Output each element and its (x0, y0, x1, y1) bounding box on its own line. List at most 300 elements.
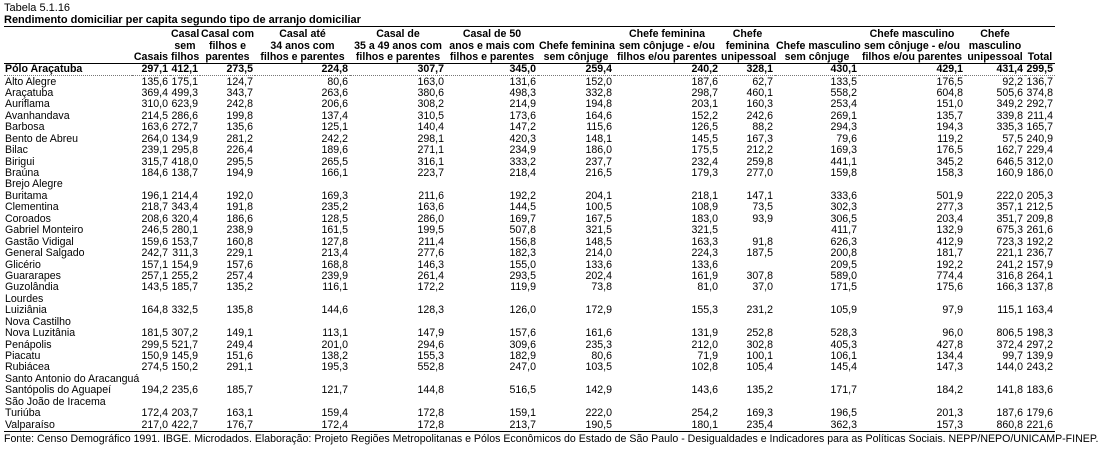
value-cell: 299,5 (1026, 63, 1053, 76)
value-cell: 226,4 (226, 144, 253, 157)
header-cell: Chefe feminina unipessoal (721, 28, 777, 63)
value-cell: 145,5 (691, 132, 718, 145)
value-cell: 176,5 (936, 144, 963, 157)
municipality-name: Santo Antonio do Aracanguá (5, 372, 140, 385)
value-cell: 216,5 (585, 167, 612, 180)
header-cell: Chefe feminina sem cônjuge - e/ou filhos e/ou parentes (616, 28, 718, 63)
value-cell: 201,0 (321, 338, 348, 351)
value-cell: 311,3 (172, 247, 198, 260)
value-cell: 192,2 (509, 189, 536, 202)
value-cell: 164,8 (141, 304, 168, 317)
value-cell: 187,5 (746, 247, 773, 260)
value-cell: 115,1 (997, 304, 1023, 317)
value-cell: 412,1 (171, 63, 198, 76)
value-cell: 156,8 (509, 235, 536, 248)
table-row (4, 328, 1055, 339)
value-cell: 179,3 (691, 167, 718, 180)
value-cell: 212,2 (746, 144, 773, 157)
header-cell: Chefe masculino sem cônjuge (776, 39, 861, 63)
value-cell: 198,3 (1026, 327, 1053, 340)
municipality-name: Gabriel Monteiro (5, 224, 84, 237)
value-cell: 286,6 (171, 109, 198, 122)
value-cell: 151,6 (226, 350, 253, 363)
value-cell: 441,1 (830, 155, 857, 168)
value-cell: 221,6 (1026, 418, 1053, 431)
value-cell: 254,2 (691, 407, 718, 420)
value-cell: 158,3 (936, 167, 963, 180)
value-cell: 460,1 (746, 86, 773, 99)
value-cell: 558,2 (830, 86, 857, 99)
value-cell: 191,8 (226, 201, 253, 214)
value-cell: 369,4 (141, 86, 168, 99)
value-cell: 183,0 (691, 212, 718, 225)
value-cell: 235,2 (321, 201, 348, 214)
value-cell: 309,6 (509, 338, 536, 351)
value-cell: 306,5 (830, 212, 857, 225)
table-header (4, 27, 1055, 64)
value-cell: 157,6 (226, 258, 253, 271)
value-cell: 91,8 (752, 235, 773, 248)
value-cell: 345,0 (446, 64, 538, 76)
value-cell: 176,7 (200, 420, 255, 432)
value-cell: 140,4 (417, 121, 444, 134)
value-cell: 295,5 (226, 155, 253, 168)
value-cell: 179,6 (1026, 407, 1053, 420)
value-cell: 144,8 (417, 384, 444, 397)
value-cell: 166,1 (321, 167, 348, 180)
value-cell: 222,0 (996, 189, 1023, 202)
table-row (4, 168, 1055, 179)
value-cell: 100,1 (746, 350, 773, 363)
value-cell: 159,6 (141, 235, 168, 248)
value-cell: 92,2 (1002, 75, 1023, 88)
table-row (4, 362, 1055, 373)
value-cell: 163,3 (691, 235, 718, 248)
value-cell: 243,2 (1026, 361, 1053, 374)
value-cell: 148,5 (585, 235, 612, 248)
table-label: Tabela 5.1.16 (4, 2, 71, 14)
value-cell: 418,0 (171, 155, 198, 168)
value-cell: 217,0 (132, 420, 170, 432)
value-cell: 175,1 (171, 75, 198, 88)
value-cell: 128,3 (417, 304, 444, 317)
table-body (4, 64, 1055, 432)
value-cell: 167,3 (746, 132, 773, 145)
value-cell: 97,9 (942, 304, 963, 317)
value-cell: 124,7 (226, 75, 253, 88)
value-cell: 81,0 (697, 281, 718, 294)
value-cell: 157,6 (509, 327, 536, 340)
value-cell: 211,4 (1027, 109, 1053, 122)
value-cell: 93,9 (752, 212, 773, 225)
value-cell: 213,4 (321, 247, 348, 260)
value-cell: 240,2 (614, 64, 720, 76)
value-cell: 164,6 (585, 109, 612, 122)
value-cell: 79,6 (836, 132, 857, 145)
value-cell: 335,3 (996, 121, 1023, 134)
value-cell: 253,4 (830, 98, 857, 111)
value-cell: 148,1 (585, 132, 612, 145)
municipality-name: Turiúba (5, 407, 41, 420)
value-cell: 192,0 (226, 189, 253, 202)
value-cell: 208,6 (141, 212, 168, 225)
value-cell: 96,0 (942, 327, 963, 340)
value-cell: 62,7 (752, 75, 773, 88)
value-cell: 163,6 (141, 121, 168, 134)
value-cell: 135,6 (141, 75, 168, 88)
value-cell: 264,1 (1026, 269, 1053, 282)
municipality-name: Coroados (5, 212, 51, 225)
value-cell: 294,3 (830, 121, 857, 134)
value-cell: 222,0 (585, 407, 612, 420)
value-cell: 298,7 (691, 86, 718, 99)
value-cell: 320,4 (171, 212, 198, 225)
value-cell: 339,8 (996, 109, 1023, 122)
value-cell: 261,4 (417, 269, 444, 282)
value-cell: 298,1 (417, 132, 444, 145)
value-cell: 147,3 (936, 361, 963, 374)
value-cell: 135,6 (226, 121, 253, 134)
value-cell: 172,8 (350, 420, 446, 432)
value-cell: 135,8 (226, 304, 253, 317)
value-cell: 144,0 (996, 361, 1023, 374)
value-cell: 163,6 (417, 201, 444, 214)
value-cell: 155,3 (417, 350, 444, 363)
value-cell: 299,5 (141, 338, 168, 351)
municipality-name: Pólo Araçatuba (4, 64, 132, 76)
value-cell: 372,4 (996, 338, 1023, 351)
value-cell: 163,4 (1026, 304, 1053, 317)
value-cell: 211,4 (418, 235, 444, 248)
value-cell: 291,1 (226, 361, 253, 374)
value-cell: 214,4 (171, 189, 198, 202)
value-cell: 242,2 (321, 132, 348, 145)
value-cell: 73,8 (591, 281, 612, 294)
value-cell: 181,5 (141, 327, 168, 340)
value-cell: 235,4 (720, 420, 775, 432)
value-cell: 272,7 (171, 121, 198, 134)
value-cell: 431,4 (965, 64, 1025, 76)
value-cell: 184,2 (936, 384, 963, 397)
value-cell: 155,3 (691, 304, 718, 317)
value-cell: 280,1 (171, 224, 198, 237)
value-cell: 137,4 (321, 109, 348, 122)
value-cell: 141,8 (996, 384, 1023, 397)
value-cell: 209,8 (1026, 212, 1053, 225)
document (4, 2, 1098, 445)
table-row (4, 282, 1055, 293)
value-cell: 196,5 (830, 407, 857, 420)
value-cell: 121,7 (321, 384, 348, 397)
value-cell: 181,7 (936, 247, 963, 260)
value-cell: 146,3 (417, 258, 444, 271)
value-cell: 172,9 (585, 304, 612, 317)
value-cell: 294,6 (417, 338, 444, 351)
value-cell: 429,1 (859, 64, 965, 76)
value-cell: 119,9 (510, 281, 536, 294)
value-cell: 218,4 (509, 167, 536, 180)
value-cell: 171,5 (830, 281, 857, 294)
value-cell: 234,9 (509, 144, 536, 157)
municipality-name: Guzolândia (5, 281, 59, 294)
value-cell: 195,3 (321, 361, 348, 374)
value-cell: 160,8 (226, 235, 253, 248)
value-cell: 333,2 (509, 155, 536, 168)
value-cell: 160,9 (996, 167, 1023, 180)
table-row (4, 305, 1055, 316)
value-cell: 147,2 (509, 121, 536, 134)
value-cell: 163,0 (417, 75, 444, 88)
value-cell: 171,7 (830, 384, 857, 397)
value-cell: 238,9 (226, 224, 253, 237)
value-cell: 292,7 (1026, 98, 1053, 111)
value-cell: 80,6 (591, 350, 612, 363)
value-cell: 212,0 (691, 338, 718, 351)
value-cell: 135,2 (746, 384, 773, 397)
value-cell: 499,3 (171, 86, 198, 99)
value-cell: 263,6 (321, 86, 348, 99)
value-cell: 159,4 (321, 407, 348, 420)
value-cell: 422,7 (171, 418, 198, 431)
value-cell: 200,8 (830, 247, 857, 260)
value-cell: 315,7 (141, 155, 168, 168)
value-cell: 190,5 (538, 420, 614, 432)
value-cell: 265,5 (321, 155, 348, 168)
value-cell: 229,1 (226, 247, 253, 260)
value-cell: 675,3 (996, 224, 1023, 237)
value-cell: 237,7 (585, 155, 612, 168)
value-cell: 152,0 (585, 75, 612, 88)
value-cell: 297,2 (1026, 338, 1053, 351)
value-cell: 521,7 (171, 338, 198, 351)
value-cell: 806,5 (996, 327, 1023, 340)
value-cell: 229,4 (1026, 144, 1053, 157)
value-cell: 161,6 (585, 327, 612, 340)
municipality-name: Braúna (5, 167, 40, 180)
value-cell: 73,5 (752, 201, 773, 214)
value-cell: 201,3 (936, 407, 963, 420)
municipality-name: Bento de Abreu (5, 132, 79, 145)
value-cell: 723,3 (996, 235, 1023, 248)
value-cell: 167,5 (585, 212, 612, 225)
table-title: Rendimento domiciliar per capita segundo tipo de arranjo domiciliar (4, 14, 361, 26)
value-cell: 349,2 (996, 98, 1023, 111)
value-cell: 131,9 (691, 327, 718, 340)
municipality-name: Buritama (5, 189, 48, 202)
value-cell: 269,1 (830, 109, 857, 122)
value-cell: 203,7 (171, 407, 198, 420)
value-cell: 165,7 (1026, 121, 1053, 134)
table-row (4, 145, 1055, 156)
value-cell: 307,8 (746, 269, 773, 282)
header-cell: Chefe masculino sem cônjuge - e/ou filhos e/ou parentes (861, 28, 963, 63)
value-cell: 154,9 (171, 258, 198, 271)
municipality-name: Auriflama (5, 98, 50, 111)
value-cell: 119,2 (937, 132, 963, 145)
value-cell: 302,8 (746, 338, 773, 351)
value-cell: 271,1 (417, 144, 444, 157)
value-cell: 169,3 (321, 189, 348, 202)
header-cell: Casal de 35 a 49 anos com filhos e parentes (354, 28, 442, 63)
value-cell: 235,6 (171, 384, 198, 397)
value-cell: 242,8 (226, 98, 253, 111)
value-cell: 162,7 (996, 144, 1023, 157)
value-cell: 133,5 (830, 75, 857, 88)
table-row (4, 64, 1055, 76)
table-row (4, 385, 1055, 396)
value-cell: 88,2 (752, 121, 773, 134)
value-cell: 332,8 (585, 86, 612, 99)
value-cell: 589,0 (830, 269, 857, 282)
value-cell: 145,4 (830, 361, 857, 374)
value-cell: 316,8 (996, 269, 1023, 282)
municipality-name: Alto Alegre (5, 75, 57, 88)
table-row (4, 408, 1055, 419)
value-cell: 205,3 (1026, 189, 1053, 202)
value-cell: 321,5 (691, 224, 718, 237)
value-cell: 247,0 (509, 361, 536, 374)
value-cell: 427,8 (936, 338, 963, 351)
value-cell: 257,4 (226, 269, 253, 282)
value-cell: 357,1 (996, 201, 1023, 214)
value-cell: 316,1 (417, 155, 444, 168)
value-cell: 172,2 (417, 281, 444, 294)
value-cell: 196,1 (141, 189, 168, 202)
value-cell: 149,1 (226, 327, 253, 340)
value-cell: 380,6 (417, 86, 444, 99)
value-cell: 604,8 (936, 86, 963, 99)
header-cell: Casal até 34 anos com filhos e parentes (260, 28, 345, 63)
data-table (4, 26, 1055, 432)
value-cell: 516,5 (509, 384, 536, 397)
municipality-name: Piacatu (5, 350, 41, 363)
municipality-name: Guararapes (5, 269, 61, 282)
value-cell: 143,6 (691, 384, 718, 397)
municipality-name: Gastão Vidigal (5, 235, 74, 248)
value-cell: 204,1 (585, 189, 612, 202)
value-cell: 246,5 (141, 224, 168, 237)
value-cell: 203,1 (691, 98, 718, 111)
value-cell: 240,9 (1026, 132, 1053, 145)
value-cell: 147,9 (417, 327, 444, 340)
value-cell: 507,8 (509, 224, 536, 237)
value-cell: 332,5 (171, 304, 198, 317)
value-cell: 412,9 (936, 235, 963, 248)
value-cell: 221,1 (996, 247, 1023, 260)
value-cell: 138,2 (321, 350, 348, 363)
value-cell: 153,7 (171, 235, 198, 248)
value-cell: 133,6 (585, 258, 612, 271)
value-cell: 186,0 (1026, 167, 1053, 180)
header-cell: Total (1027, 50, 1053, 63)
value-cell: 218,7 (141, 201, 168, 214)
value-cell: 189,6 (321, 144, 348, 157)
value-cell: 172,8 (417, 407, 444, 420)
value-cell: 302,3 (830, 201, 857, 214)
value-cell: 37,0 (752, 281, 773, 294)
value-cell: 194,2 (141, 384, 168, 397)
value-cell: 182,9 (509, 350, 536, 363)
municipality-name: Lourdes (5, 292, 44, 305)
value-cell: 646,5 (996, 155, 1023, 168)
value-cell: 430,1 (775, 64, 859, 76)
table-row (4, 122, 1055, 133)
value-cell: 257,1 (141, 269, 168, 282)
value-cell: 223,7 (417, 167, 444, 180)
value-cell: 126,0 (509, 304, 536, 317)
value-cell: 155,0 (509, 258, 536, 271)
value-cell: 273,5 (200, 64, 255, 76)
value-cell: 176,5 (936, 75, 963, 88)
value-cell: 231,2 (746, 304, 773, 317)
value-cell: 116,1 (322, 281, 348, 294)
value-cell: 310,5 (417, 109, 444, 122)
value-cell: 333,6 (830, 189, 857, 202)
table-row (4, 202, 1055, 213)
value-cell: 103,5 (585, 361, 612, 374)
value-cell: 277,6 (417, 247, 444, 260)
value-cell: 100,5 (585, 201, 612, 214)
value-cell: 185,7 (226, 384, 253, 397)
value-cell: 202,4 (585, 269, 612, 282)
header-cell: Casal sem filhos (171, 28, 200, 63)
value-cell: 343,4 (171, 201, 198, 214)
value-cell: 169,7 (509, 212, 536, 225)
value-cell: 199,8 (226, 109, 253, 122)
municipality-name: Araçatuba (5, 86, 54, 99)
value-cell: 194,9 (226, 167, 253, 180)
value-cell: 239,9 (321, 269, 348, 282)
value-cell: 192,2 (936, 258, 963, 271)
value-cell (720, 225, 775, 236)
value-cell: 106,1 (830, 350, 857, 363)
municipality-name: Avanhandava (5, 109, 70, 122)
municipality-name: Valparaíso (4, 420, 132, 432)
value-cell: 206,6 (321, 98, 348, 111)
value-cell: 105,4 (746, 361, 773, 374)
value-cell: 157,1 (141, 258, 168, 271)
value-cell: 194,3 (936, 121, 963, 134)
value-cell: 498,3 (509, 86, 536, 99)
value-cell: 135,2 (226, 281, 253, 294)
value-cell: 160,3 (746, 98, 773, 111)
value-cell: 113,1 (322, 327, 348, 340)
value-cell: 374,8 (1026, 86, 1053, 99)
value-cell: 80,6 (327, 75, 348, 88)
value-cell: 420,3 (509, 132, 536, 145)
value-cell: 505,6 (996, 86, 1023, 99)
value-cell: 144,6 (321, 304, 348, 317)
value-cell: 105,9 (830, 304, 857, 317)
value-cell: 194,8 (585, 98, 612, 111)
municipality-name: General Salgado (5, 247, 85, 260)
value-cell: 169,3 (746, 407, 773, 420)
value-cell: 242,7 (141, 247, 168, 260)
value-cell: 214,9 (509, 98, 536, 111)
value-cell: 168,8 (321, 258, 348, 271)
value-cell: 528,3 (830, 327, 857, 340)
value-cell: 172,4 (255, 420, 350, 432)
value-cell: 71,9 (697, 350, 718, 363)
value-cell: 224,8 (255, 64, 350, 76)
value-cell: 242,6 (746, 109, 773, 122)
value-cell: 297,1 (132, 64, 170, 76)
value-cell: 152,2 (691, 109, 718, 122)
value-cell: 159,8 (830, 167, 857, 180)
value-cell: 277,3 (936, 201, 963, 214)
value-cell: 187,6 (691, 75, 718, 88)
value-cell: 131,6 (509, 75, 536, 88)
